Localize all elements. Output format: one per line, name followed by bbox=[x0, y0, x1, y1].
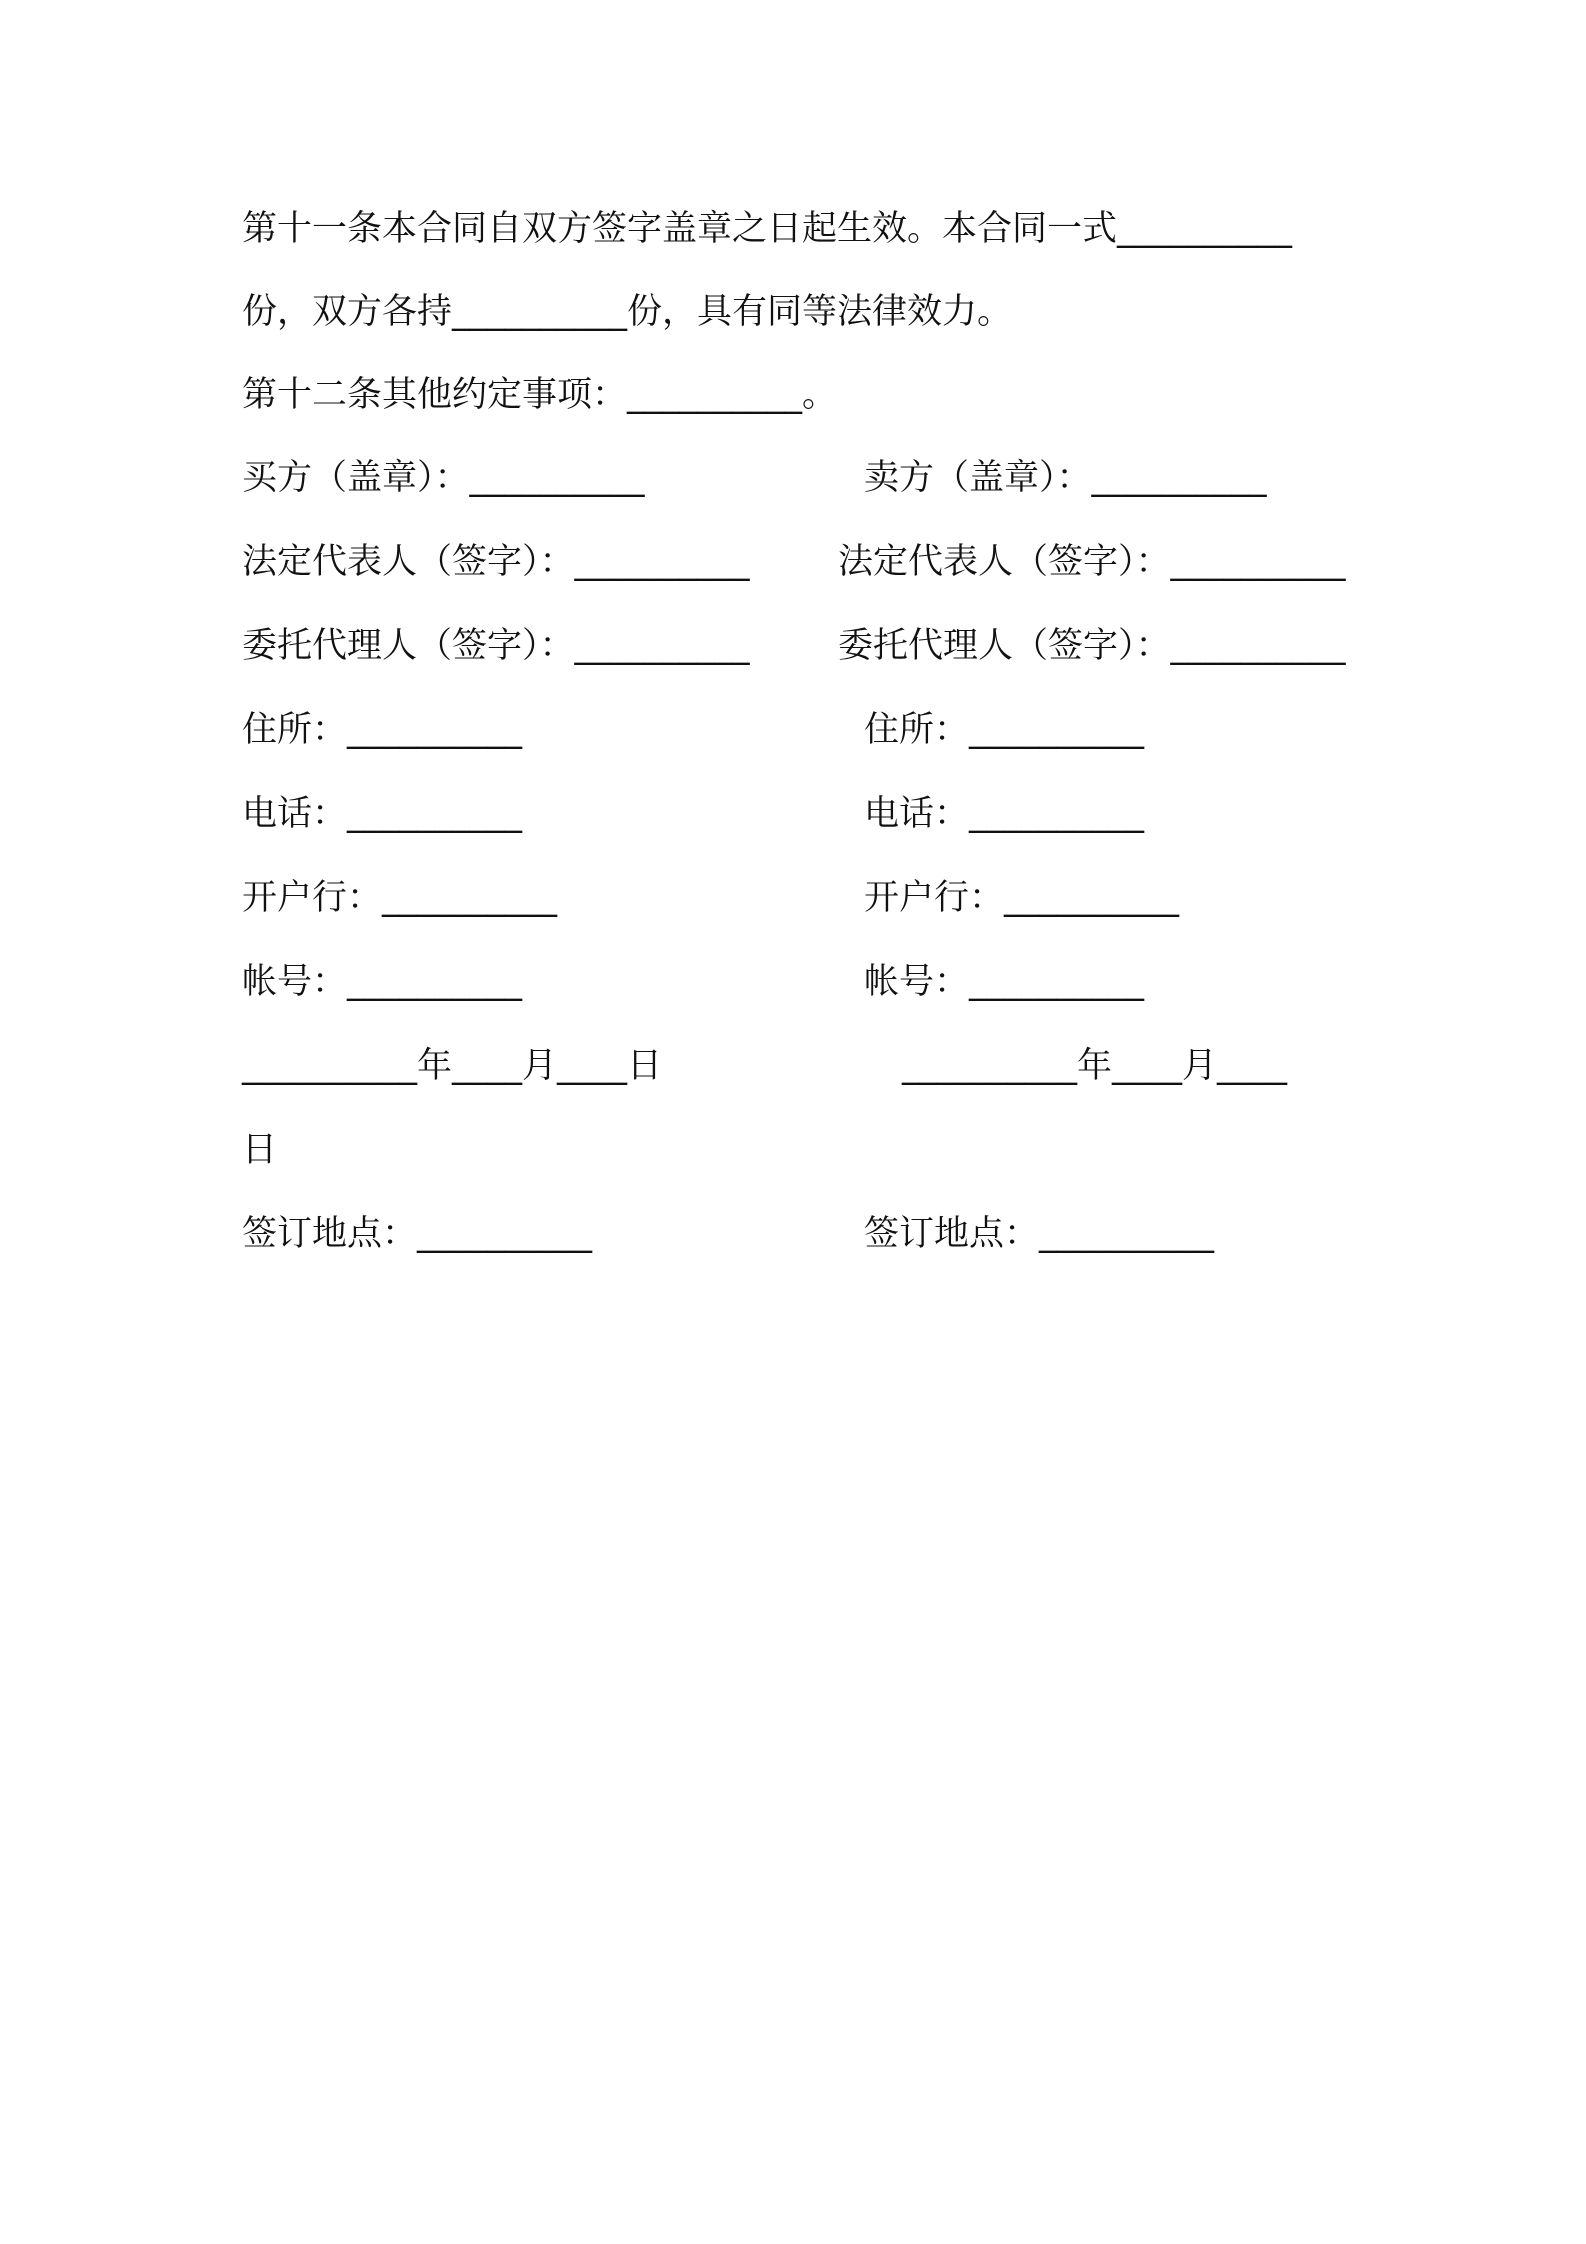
seller-address-field: 住所：__________ bbox=[864, 710, 1145, 750]
signature-row-date bbox=[242, 1044, 1362, 1088]
buyer-phone-field: 电话：__________ bbox=[242, 794, 523, 834]
seller-bank-field: 开户行：__________ bbox=[864, 878, 1180, 918]
buyer-legal-rep-field: 法定代表人（签字）：__________ bbox=[242, 542, 750, 582]
clause-12: 第十二条其他约定事项：__________。 bbox=[242, 375, 838, 415]
buyer-date-field: __________年____月____日 bbox=[242, 1046, 663, 1086]
seller-seal-field: 卖方（盖章）：__________ bbox=[864, 458, 1267, 498]
seller-phone-field: 电话：__________ bbox=[864, 794, 1145, 834]
buyer-agent-field: 委托代理人（签字）：__________ bbox=[242, 626, 750, 666]
signature-row-address bbox=[242, 708, 1362, 752]
clause-11-line-1: 第十一条本合同自双方签字盖章之日起生效。本合同一式__________ bbox=[242, 209, 1293, 249]
signature-row-bank bbox=[242, 876, 1362, 920]
seller-agent-field: 委托代理人（签字）：__________ bbox=[838, 626, 1346, 666]
seller-account-field: 帐号：__________ bbox=[864, 962, 1145, 1002]
seller-legal-rep-field: 法定代表人（签字）：__________ bbox=[838, 542, 1346, 582]
signature-row-seal bbox=[242, 456, 1362, 500]
signature-row-agent bbox=[242, 624, 1362, 668]
signature-row-account bbox=[242, 960, 1362, 1004]
signature-row-phone bbox=[242, 792, 1362, 836]
seller-date-wrap: 日 bbox=[242, 1130, 278, 1170]
buyer-bank-field: 开户行：__________ bbox=[242, 878, 558, 918]
buyer-account-field: 帐号：__________ bbox=[242, 962, 523, 1002]
signature-row-place bbox=[242, 1212, 1362, 1256]
buyer-place-field: 签订地点：__________ bbox=[242, 1214, 593, 1254]
buyer-address-field: 住所：__________ bbox=[242, 710, 523, 750]
buyer-seal-field: 买方（盖章）：__________ bbox=[242, 458, 645, 498]
signature-row-legal-rep bbox=[242, 540, 1362, 584]
seller-date-field: __________年____月____ bbox=[902, 1046, 1288, 1086]
seller-place-field: 签订地点：__________ bbox=[864, 1214, 1215, 1254]
clause-11-line-2: 份，双方各持__________份，具有同等法律效力。 bbox=[242, 292, 1013, 332]
